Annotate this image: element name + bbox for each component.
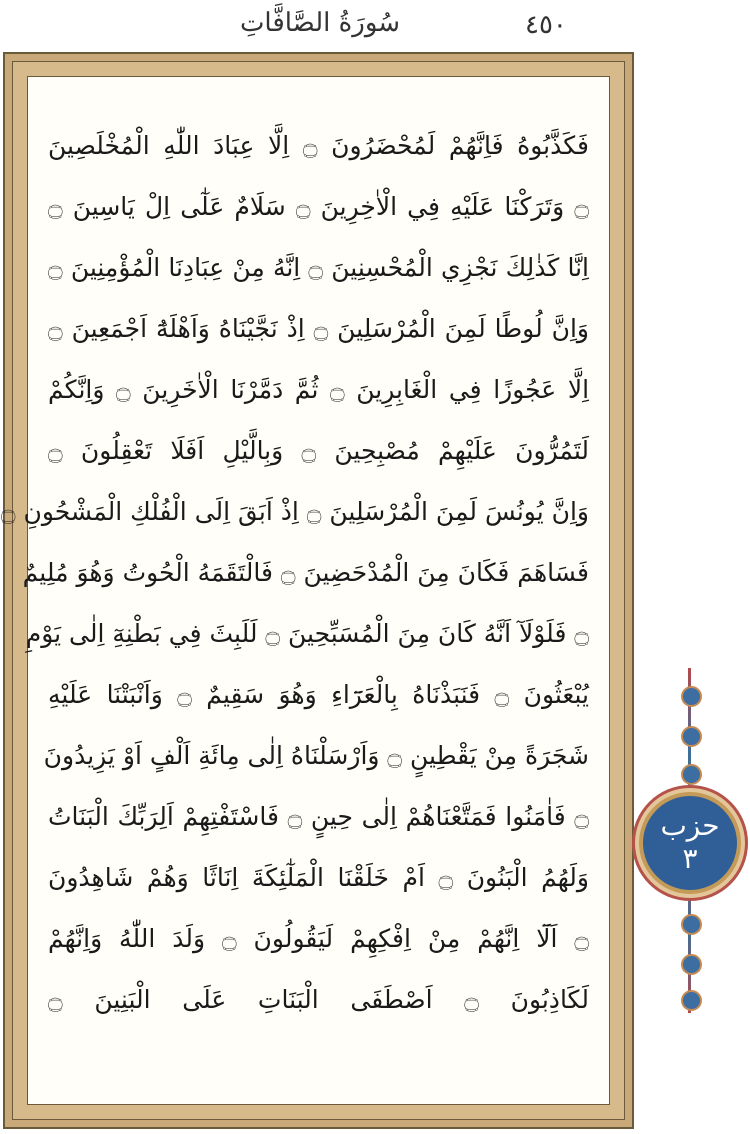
text-line-5: اِلَّا عَجُوزًا فِي الْغَابِرِينَ ۝ ثُمَّ دَمَّرْنَا الْاٰخَرِينَ ۝ وَاِنَّكُمْ	[48, 375, 590, 404]
hizb-number: ٣	[682, 842, 698, 875]
ornament-bead	[681, 914, 702, 935]
ornament-bead	[681, 726, 702, 747]
hizb-label: حزب	[660, 809, 720, 842]
hizb-medallion	[643, 796, 737, 890]
page-header	[0, 0, 640, 48]
text-line-13: وَلَهُمُ الْبَنُونَ ۝ اَمْ خَلَقْنَا الْمَلٰٓئِكَةَ اِنَاثًا وَهُمْ شَاهِدُونَ	[48, 863, 589, 892]
text-line-2: ۝ وَتَرَكْنَا عَلَيْهِ فِي الْاٰخِرِينَ ۝ سَلَامٌ عَلٰٓى اِلْ يَاسِينَ ۝	[48, 192, 589, 221]
text-line-3: اِنَّا كَذٰلِكَ نَجْزِي الْمُحْسِنِينَ ۝ اِنَّهُ مِنْ عِبَادِنَا الْمُؤْمِنِينَ ۝	[48, 253, 589, 282]
text-line-14: ۝ اَلَٓا اِنَّهُمْ مِنْ اِفْكِهِمْ لَيَقُولُونَ ۝ وَلَدَ اللّٰهُ وَاِنَّهُمْ	[48, 924, 589, 953]
text-line-4: وَاِنَّ لُوطًا لَمِنَ الْمُرْسَلِينَ ۝ اِذْ نَجَّيْنَاهُ وَاَهْلَهُٓ اَجْمَعِينَ ۝	[48, 314, 589, 343]
ornament-bead	[681, 686, 702, 707]
text-line-11: شَجَرَةً مِنْ يَقْطِينٍ ۝ وَاَرْسَلْنَاهُ اِلٰى مِائَةِ اَلْفٍ اَوْ يَزِيدُونَ	[43, 741, 589, 770]
ornament-bead	[681, 954, 702, 975]
text-line-8: فَسَاهَمَ فَكَانَ مِنَ الْمُدْحَضِينَ ۝ فَالْتَقَمَهُ الْحُوتُ وَهُوَ مُلِيمٌ	[22, 558, 589, 587]
page-border-frame	[0, 52, 634, 1129]
text-line-10: يُبْعَثُونَ ۝ فَنَبَذْنَاهُ بِالْعَرَٓاءِ وَهُوَ سَقِيمٌ ۝ وَاَنْبَتْنَا عَلَيْهِ	[48, 680, 589, 709]
text-line-1: فَكَذَّبُوهُ فَاِنَّهُمْ لَمُحْضَرُونَ ۝ اِلَّا عِبَادَ اللّٰهِ الْمُخْلَصِينَ	[48, 131, 589, 160]
quran-text-panel	[0, 76, 610, 1105]
text-line-9: ۝ فَلَوْلَآ اَنَّهُ كَانَ مِنَ الْمُسَبِّحِينَ ۝ لَلَبِثَ فِي بَطْنِهِٓ اِلٰى يَوْمِ	[25, 619, 589, 648]
ornament-bead	[681, 990, 702, 1011]
text-line-15: لَكَاذِبُونَ ۝ اَصْطَفَى الْبَنَاتِ عَلَى الْبَنِينَ ۝	[48, 985, 589, 1014]
ornament-bead	[681, 764, 702, 785]
hizb-marker	[640, 668, 740, 1018]
page-number: ٤٥٠	[525, 10, 567, 40]
surah-title: سُورَةُ الصَّافَّاتِ	[239, 8, 401, 38]
text-line-7: وَاِنَّ يُونُسَ لَمِنَ الْمُرْسَلِينَ ۝ اِذْ اَبَقَ اِلَى الْفُلْكِ الْمَشْحُونِ ۝	[0, 497, 589, 526]
text-line-12: ۝ فَاٰمَنُوا فَمَتَّعْنَاهُمْ اِلٰى حِينٍ ۝ فَاسْتَفْتِهِمْ اَلِرَبِّكَ الْبَنَاتُ	[48, 802, 589, 831]
text-line-6: لَتَمُرُّونَ عَلَيْهِمْ مُصْبِحِينَ ۝ وَبِالَّيْلِ اَفَلَا تَعْقِلُونَ ۝	[48, 436, 589, 465]
